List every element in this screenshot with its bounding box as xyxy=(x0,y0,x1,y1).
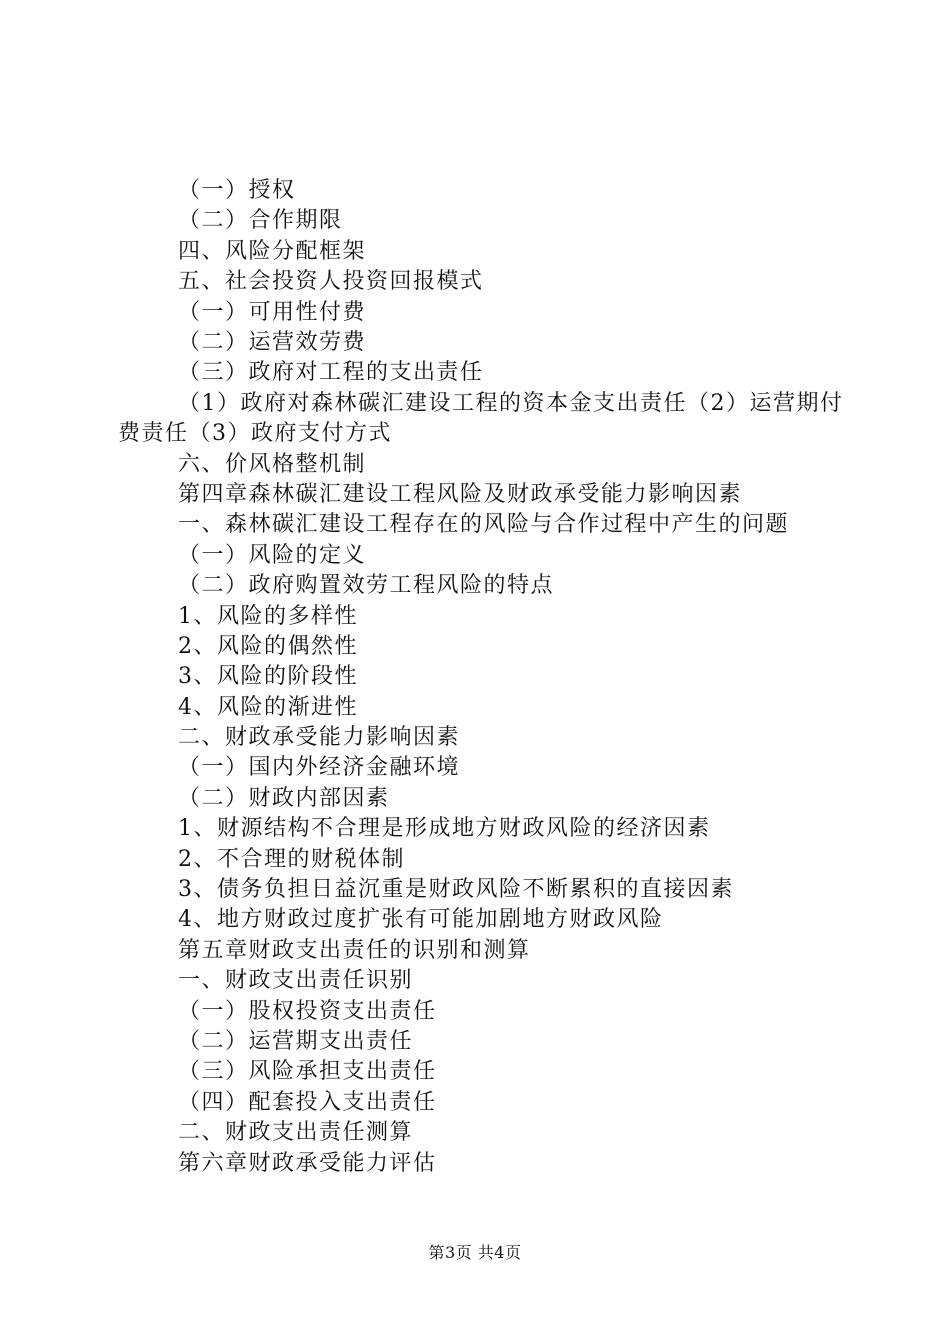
list-item: 3、债务负担日益沉重是财政风险不断累积的直接因素 xyxy=(178,877,734,903)
section-heading: （一）股权投资支出责任 xyxy=(178,998,437,1024)
section-heading: （三）政府对工程的支出责任 xyxy=(178,360,484,386)
page-number: 第3页 共4页 xyxy=(428,1243,522,1262)
chapter-heading: 第四章森林碳汇建设工程风险及财政承受能力影响因素 xyxy=(178,481,743,507)
section-heading: （一）可用性付费 xyxy=(178,299,367,325)
section-heading: 五、社会投资人投资回报模式 xyxy=(178,269,484,295)
section-heading: （四）配套投入支出责任 xyxy=(178,1089,437,1115)
section-heading: （一）国内外经济金融环境 xyxy=(178,755,461,781)
section-heading: 二、财政支出责任测算 xyxy=(178,1120,414,1146)
section-heading: （二）运营效劳费 xyxy=(178,329,367,355)
section-heading: （二）运营期支出责任 xyxy=(178,1028,414,1054)
list-item: 1、财源结构不合理是形成地方财政风险的经济因素 xyxy=(178,816,711,842)
section-heading: 二、财政承受能力影响因素 xyxy=(178,725,461,751)
list-item: 4、风险的渐进性 xyxy=(178,694,358,720)
section-heading: （三）风险承担支出责任 xyxy=(178,1059,437,1085)
chapter-heading: 第六章财政承受能力评估 xyxy=(178,1150,437,1176)
section-heading: （二）合作期限 xyxy=(178,208,343,234)
chapter-heading: 第五章财政支出责任的识别和测算 xyxy=(178,937,531,963)
section-heading: 六、价风格整机制 xyxy=(178,451,367,477)
list-item: 2、不合理的财税体制 xyxy=(178,846,405,872)
list-item: 3、风险的阶段性 xyxy=(178,664,358,690)
list-item: 4、地方财政过度扩张有可能加剧地方财政风险 xyxy=(178,907,664,933)
section-heading: （二）政府购置效劳工程风险的特点 xyxy=(178,573,555,599)
document-body xyxy=(118,176,848,1179)
section-heading: （二）财政内部因素 xyxy=(178,785,390,811)
section-heading: （一）授权 xyxy=(178,178,296,203)
paragraph: （1）政府对森林碳汇建设工程的资本金支出责任（2）运营期付费责任（3）政府支付方式 xyxy=(118,390,844,447)
section-heading: （一）风险的定义 xyxy=(178,542,367,568)
section-heading: 一、森林碳汇建设工程存在的风险与合作过程中产生的问题 xyxy=(178,512,790,538)
section-heading: 四、风险分配框架 xyxy=(178,238,367,264)
section-heading: 一、财政支出责任识别 xyxy=(178,968,414,994)
list-item: 1、风险的多样性 xyxy=(178,603,358,629)
list-item: 2、风险的偶然性 xyxy=(178,633,358,659)
